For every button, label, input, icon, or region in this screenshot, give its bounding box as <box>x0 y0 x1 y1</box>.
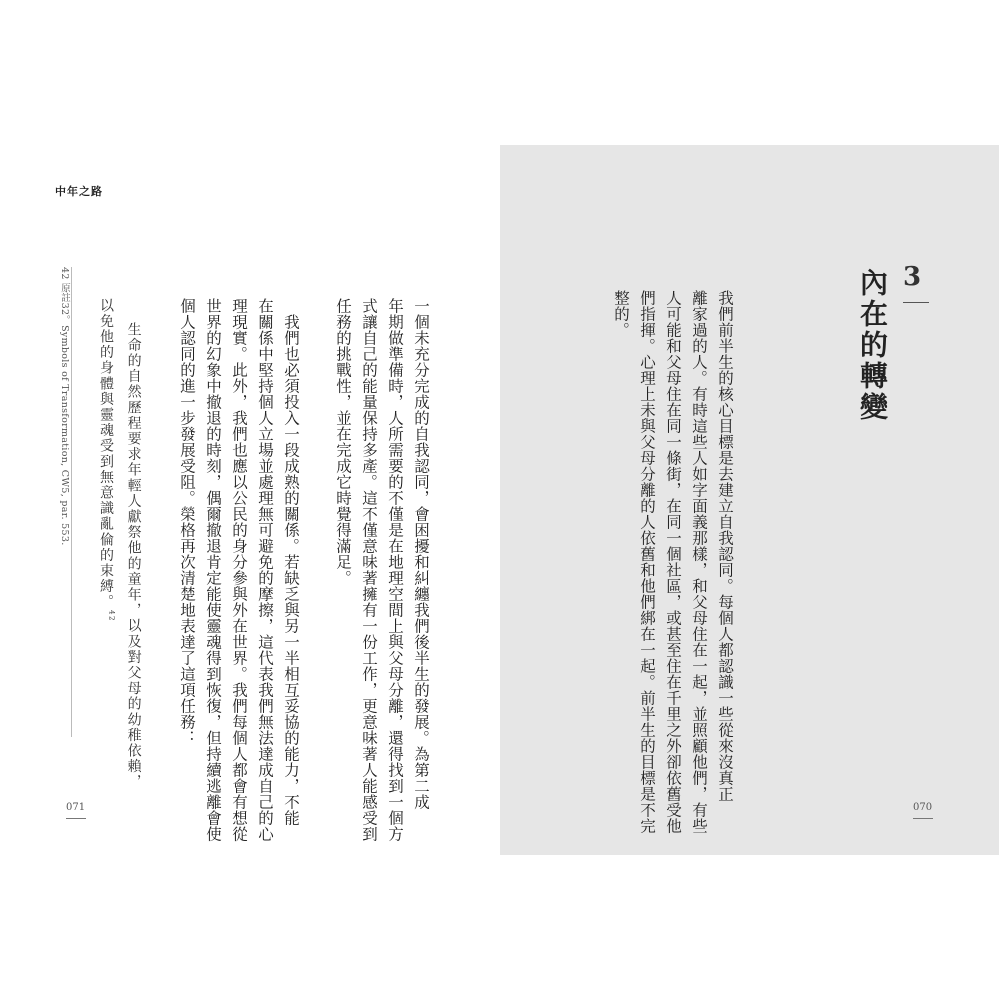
right-body-text <box>608 290 738 834</box>
page-number-left: 071 <box>66 802 86 819</box>
left-body-text <box>174 298 434 842</box>
quote-line: 生命的自然歷程要求年輕人獻祭他的童年，以及對父母的幼稚依賴， <box>125 322 142 790</box>
text-line: 離家過的人。有時這些人如字面義那樣，和父母住在一起，並照顧他們，有些 <box>690 290 708 834</box>
text-line: 理現實。此外，我們也應以公民的身分參與外在世界。我們每個人都會有想從 <box>230 298 248 842</box>
text-line: 一個未充分完成的自我認同，會困擾和糾纏我們後半生的發展。為第二成 <box>412 298 430 810</box>
chapter-rule <box>903 302 929 303</box>
page-number-right: 070 <box>913 802 933 819</box>
footnote-text: 42 原註32。Symbols of Transformation, CW5, par. 553. <box>59 267 70 546</box>
text-line: 我們前半生的核心目標是去建立自我認同。每個人都認識一些從來沒真正 <box>716 290 734 802</box>
footnote-rule <box>71 267 72 737</box>
text-line: 年期做準備時，人所需要的不僅是在地理空間上與父母分離，還得找到一個方 <box>386 298 404 842</box>
text-line: 在關係中堅持個人立場並處理無可避免的摩擦，這代表我們無法達成自己的心 <box>256 298 274 842</box>
paragraph <box>330 298 434 842</box>
text-line: 任務的挑戰性，並在完成它時覺得滿足。 <box>334 298 352 586</box>
right-page <box>500 145 999 855</box>
paragraph <box>174 298 304 842</box>
text-line: 整的。 <box>612 290 630 338</box>
footnote-ref: 42 <box>107 610 116 623</box>
text-line: 我們也必須投入一段成熟的關係。若缺乏與另一半相互妥協的能力，不能 <box>282 314 300 826</box>
text-line: 個人認同的進一步發展受阻。榮格再次清楚地表達了這項任務： <box>178 298 196 746</box>
chapter-title: 內在的轉變 <box>856 268 889 423</box>
block-quote <box>95 298 145 790</box>
text-line: 式讓自己的能量保持多產。這不僅意味著擁有一份工作，更意味著人能感受到 <box>360 298 378 842</box>
text-line: 們指揮。心理上未與父母分離的人依舊和他們綁在一起。前半生的目標是不完 <box>638 290 656 834</box>
running-header: 中年之路 <box>55 185 103 198</box>
text-line: 世界的幻象中撤退的時刻，偶爾撤退肯定能使靈魂得到恢復，但持續逃離會使 <box>204 298 222 842</box>
quote-line: 以免他的身體與靈魂受到無意識亂倫的束縛。$^{42}$ <box>98 298 116 623</box>
text-line: 人可能和父母住在同一條街，在同一個社區，或甚至住在千里之外卻依舊受他 <box>664 290 682 834</box>
chapter-number: 3 <box>903 262 922 292</box>
